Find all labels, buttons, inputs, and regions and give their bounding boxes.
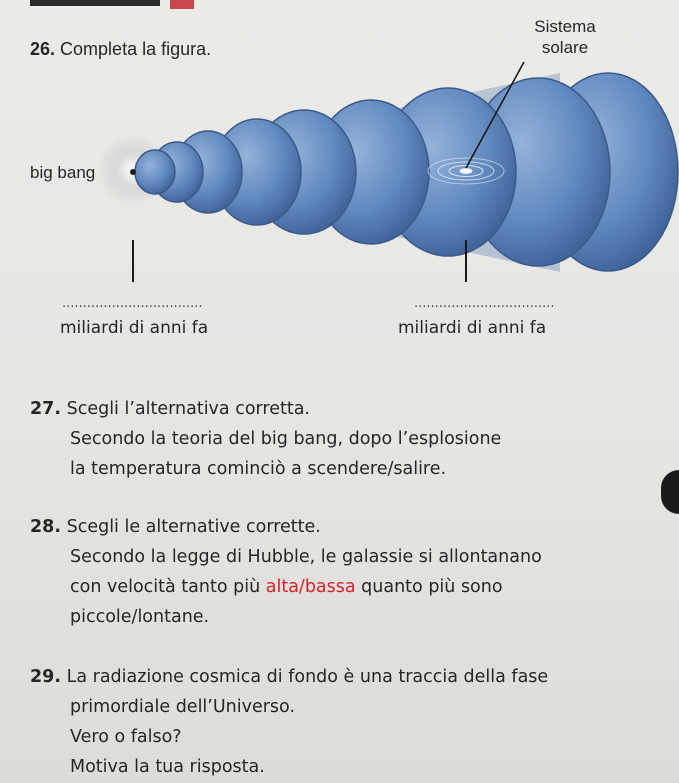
sphere-2 <box>135 150 175 194</box>
ex27-line2[interactable]: la temperatura cominciò a scendere/salire. <box>70 459 447 479</box>
answer-blank-left[interactable]: .................................. <box>62 296 203 311</box>
ex29-line4: Motiva la tua risposta. <box>70 757 265 777</box>
exercise-27-title <box>30 394 501 424</box>
solar-label-line1: Sistema <box>534 17 596 36</box>
exercise-29-line1 <box>30 662 548 692</box>
ex28-line2-post: quanto più sono <box>355 577 503 597</box>
ex29-line2: primordiale dell’Universo. <box>70 697 296 717</box>
ex27-line1: Secondo la teoria del big bang, dopo l’esplosione <box>70 429 502 449</box>
exercise-29 <box>30 662 548 782</box>
caption-right: miliardi di anni fa <box>398 318 547 338</box>
solar-label-line2: solare <box>541 38 589 57</box>
exercise-28-title <box>30 512 542 542</box>
ex28-line1: Secondo la legge di Hubble, le galassie si allontanano <box>70 547 542 567</box>
page-edge-shadow <box>661 470 679 514</box>
exercise-text: Completa la figura. <box>60 39 212 59</box>
exercise-number: 28. <box>30 517 62 537</box>
exercise-number: 27. <box>30 399 62 419</box>
distance-choice[interactable]: piccole/lontane. <box>70 607 210 627</box>
exercise-number: 29. <box>30 667 62 687</box>
caption-left: miliardi di anni fa <box>60 318 209 338</box>
exercise-number: 26. <box>30 39 56 59</box>
exercise-28 <box>30 512 542 632</box>
ex28-line2-pre: con velocità tanto più <box>70 577 266 597</box>
big-bang-label: big bang <box>30 163 96 182</box>
exercise-title: Scegli l’alternativa corretta. <box>66 399 310 419</box>
exercise-title: Scegli le alternative corrette. <box>66 517 321 537</box>
ex28-line2 <box>30 572 542 602</box>
ex29-text: La radiazione cosmica di fondo è una traccia della fase <box>66 667 549 687</box>
answer-blank-right[interactable]: .................................. <box>414 296 555 311</box>
big-bang-dot <box>130 169 136 175</box>
speed-choice[interactable]: alta/bassa <box>265 577 356 597</box>
exercise-27 <box>30 394 501 484</box>
ex29-line3: Vero o falso? <box>70 727 182 747</box>
